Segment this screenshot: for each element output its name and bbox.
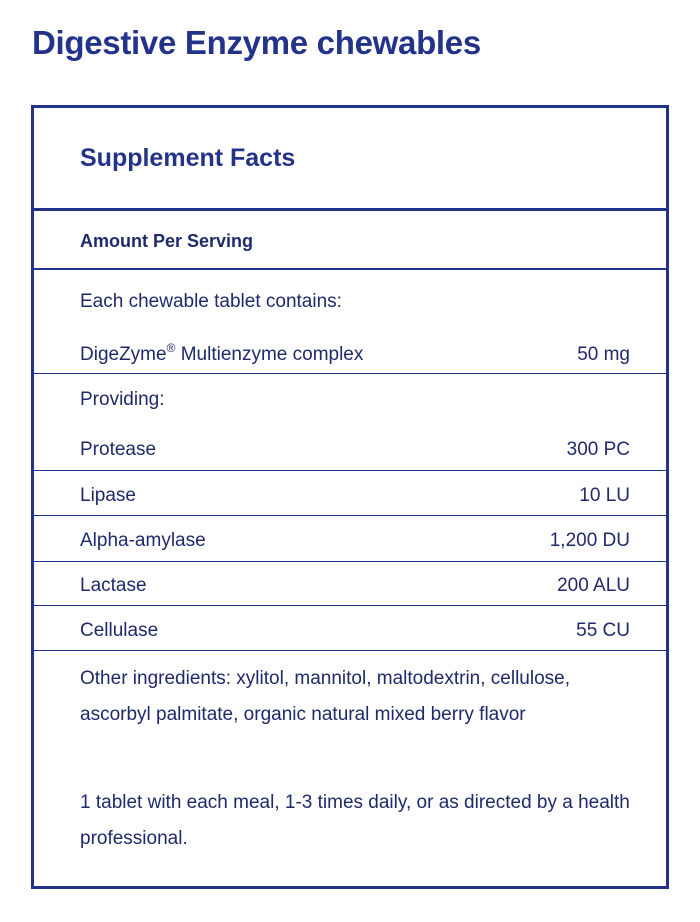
enzyme-name: Lactase <box>80 575 147 596</box>
facts-header <box>34 108 666 211</box>
row-divider <box>34 650 666 651</box>
enzyme-amount: 10 LU <box>579 485 630 506</box>
row-divider <box>34 561 666 562</box>
enzyme-name: Cellulase <box>80 620 159 641</box>
row-divider <box>34 373 666 374</box>
enzyme-amount: 200 ALU <box>557 575 630 596</box>
providing-label: Providing: <box>80 389 165 410</box>
complex-amount: 50 mg <box>577 344 630 365</box>
complex-suffix: Multienzyme complex <box>175 344 364 365</box>
enzyme-name: Lipase <box>80 485 136 506</box>
intro-text: Each chewable tablet contains: <box>80 291 342 312</box>
enzyme-amount: 55 CU <box>576 620 630 641</box>
row-divider <box>34 515 666 516</box>
enzyme-amount: 1,200 DU <box>549 530 630 551</box>
complex-brand: DigeZyme <box>80 344 167 365</box>
row-divider <box>34 605 666 606</box>
amount-per-serving-row <box>34 211 666 270</box>
registered-mark: ® <box>166 341 176 355</box>
enzyme-amount: 300 PC <box>566 439 630 460</box>
row-divider <box>34 470 666 471</box>
supplement-facts-panel <box>31 105 669 889</box>
amount-per-serving-label: Amount Per Serving <box>80 231 254 251</box>
product-title: Digestive Enzyme chewables <box>32 24 481 61</box>
enzyme-name: Protease <box>80 439 157 460</box>
complex-name <box>80 341 364 366</box>
other-ingredients: Other ingredients: xylitol, mannitol, maltodextrin, cellulose, ascorbyl palmitate, organic natural mixed berry flavor <box>80 668 571 725</box>
enzyme-name: Alpha-amylase <box>80 530 206 551</box>
facts-title: Supplement Facts <box>80 144 296 172</box>
directions: 1 tablet with each meal, 1-3 times daily, or as directed by a health professional. <box>80 792 630 849</box>
